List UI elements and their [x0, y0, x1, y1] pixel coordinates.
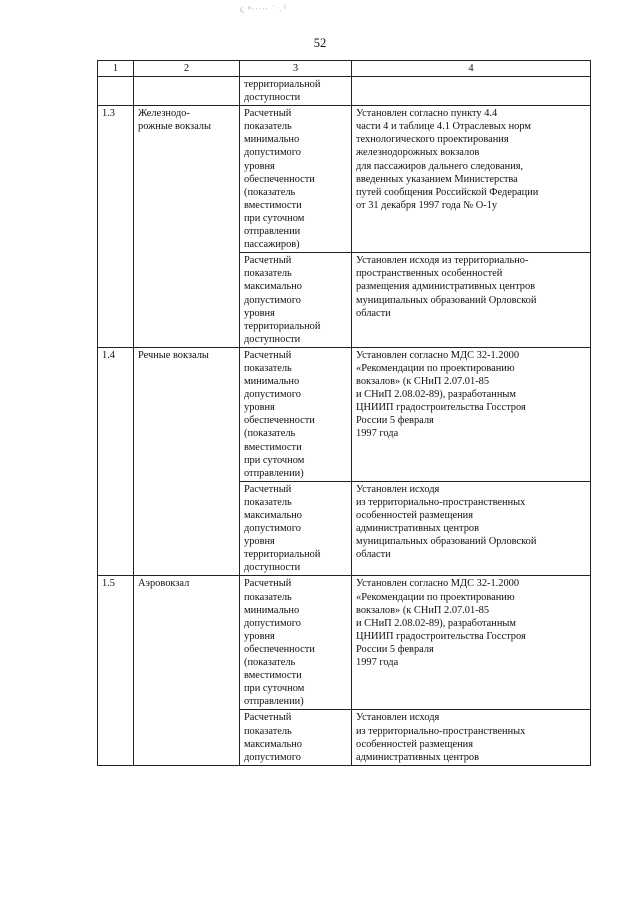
scan-artifact: ς ⁸ᐧᐧᐧᐧᐧ ˙ˑ˒ˀ — [240, 4, 287, 14]
cell-basis: Установлен исходя из территориально-пространственных особенностей размещения административных центров — [352, 710, 591, 765]
cell-number: 1.5 — [98, 576, 134, 765]
cell-object: Железнодо- рожные вокзалы — [134, 106, 240, 348]
cell-indicator: Расчетный показатель минимально допустимого уровня обеспеченности (показатель вместимости при суточном отправлении) — [240, 347, 352, 481]
cell-indicator: Расчетный показатель минимально допустимого уровня обеспеченности (показатель вместимости при суточном отправлении) — [240, 576, 352, 710]
table-row — [98, 576, 591, 710]
cell-object: Речные вокзалы — [134, 347, 240, 576]
cell-indicator: Расчетный показатель максимально допустимого уровня территориальной доступности — [240, 481, 352, 576]
cell-basis: Установлен исходя из территориально-пространственных особенностей размещения административных центров муниципальных образований Орловской области — [352, 481, 591, 576]
column-header-3: 3 — [240, 61, 352, 77]
table-row — [98, 106, 591, 253]
cell-indicator: территориальной доступности — [240, 77, 352, 106]
standards-table — [97, 60, 591, 766]
column-header-2: 2 — [134, 61, 240, 77]
cell-basis: Установлен исходя из территориально- пространственных особенностей размещения административных центров муниципальных образований Орловской области — [352, 253, 591, 348]
page-number: 52 — [313, 36, 327, 50]
cell-number — [98, 77, 134, 106]
table-row-continued — [98, 77, 591, 106]
cell-basis: Установлен согласно МДС 32-1.2000 «Рекомендации по проектированию вокзалов» (к СНиП 2.07.01-85 и СНиП 2.08.02-89), разработанным ЦНИИП градостроительства Госстроя России 5 февраля 1997 года — [352, 347, 591, 481]
cell-basis: Установлен согласно МДС 32-1.2000 «Рекомендации по проектированию вокзалов» (к СНиП 2.07.01-85 и СНиП 2.08.02-89), разработанным ЦНИИП градостроительства Госстроя России 5 февраля 1997 года — [352, 576, 591, 710]
cell-basis: Установлен согласно пункту 4.4 части 4 и таблице 4.1 Отраслевых норм технологического проектирования железнодорожных вокзалов для пассажиров дальнего следования, введенных указанием Министерства путей сообщения Российской Федерации от 31 декабря 1997 года № О-1у — [352, 106, 591, 253]
column-header-4: 4 — [352, 61, 591, 77]
table-header-row — [98, 61, 591, 77]
cell-indicator: Расчетный показатель максимально допустимого уровня территориальной доступности — [240, 253, 352, 348]
cell-object: Аэровокзал — [134, 576, 240, 765]
cell-indicator: Расчетный показатель максимально допустимого — [240, 710, 352, 765]
column-header-1: 1 — [98, 61, 134, 77]
cell-number: 1.4 — [98, 347, 134, 576]
cell-indicator: Расчетный показатель минимально допустимого уровня обеспеченности (показатель вместимости при суточном отправлении пассажиров) — [240, 106, 352, 253]
cell-basis — [352, 77, 591, 106]
cell-object — [134, 77, 240, 106]
cell-number: 1.3 — [98, 106, 134, 348]
table-row — [98, 347, 591, 481]
